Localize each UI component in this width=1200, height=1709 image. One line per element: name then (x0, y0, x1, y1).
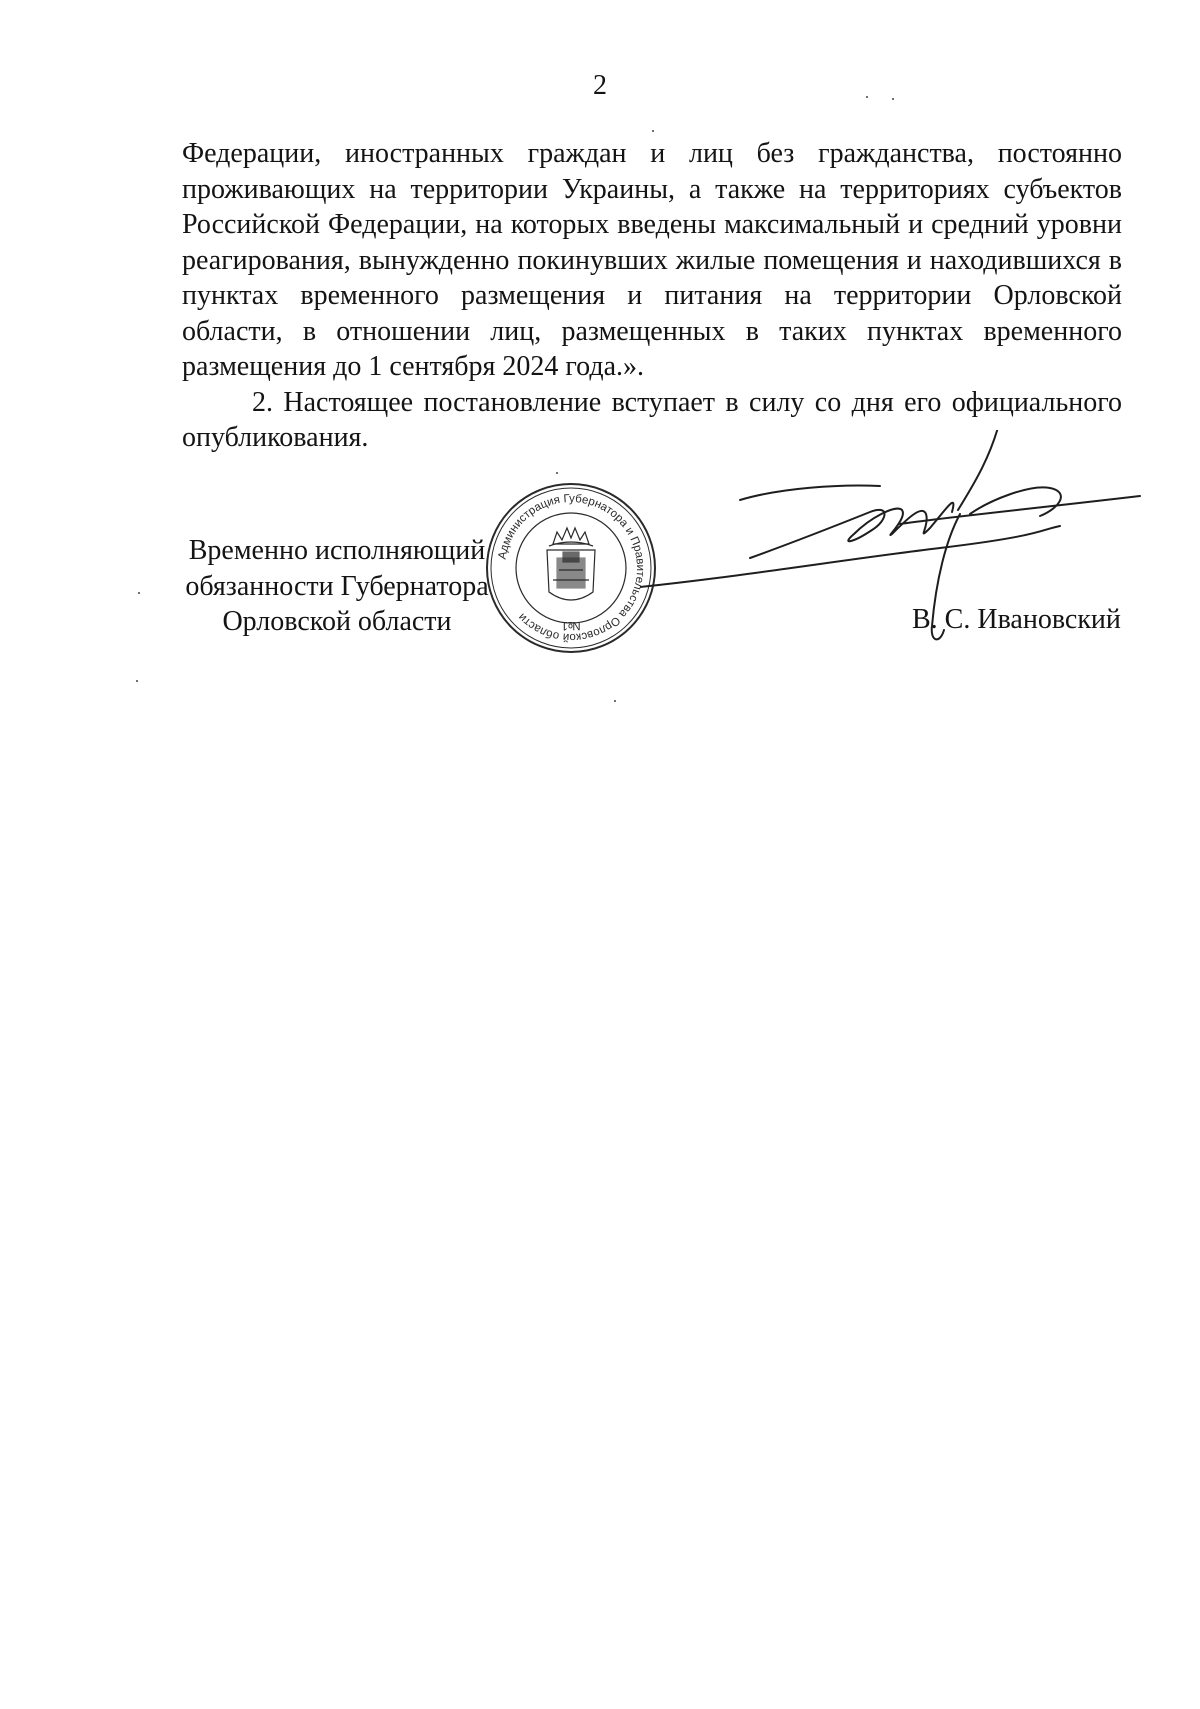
scan-speck (892, 98, 894, 100)
page-number: 2 (593, 70, 607, 101)
scan-speck (138, 592, 140, 594)
paragraph-effective-date: 2. Настоящее постановление вступает в силу со дня его официального опубликования. (182, 386, 1122, 453)
position-line-1: Временно исполняющий (188, 535, 486, 566)
seal-ring-text: Администрация Губернатора и Правительства Орловской области (496, 492, 647, 644)
official-seal (483, 480, 659, 656)
seal-number: №1 (561, 619, 581, 633)
paragraph-continuation: Федерации, иностранных граждан и лиц без гражданства, постоянно проживающих на территории Украины, а также на территориях субъектов Российской Федерации, на которых введены максимальный и средний уровни реагирования, вынужденно покинувших жилые помещения и находившихся в пунктах временного размещения и питания на территории Орловской области, в отношении лиц, размещенных в таких пунктах временного размещения до 1 сентября 2024 года.». (182, 138, 1122, 382)
position-line-2: обязанности Губернатора (185, 570, 489, 602)
document-body (182, 136, 1122, 456)
scan-speck (866, 96, 868, 98)
position-line-3: Орловской области (222, 606, 452, 637)
coat-of-arms-icon (547, 528, 595, 600)
scan-speck (652, 130, 654, 132)
scan-speck (556, 472, 558, 474)
scan-speck (136, 680, 138, 682)
signer-name: В. С. Ивановский (912, 604, 1121, 635)
signatory-position (182, 533, 492, 640)
scan-speck (614, 700, 616, 702)
